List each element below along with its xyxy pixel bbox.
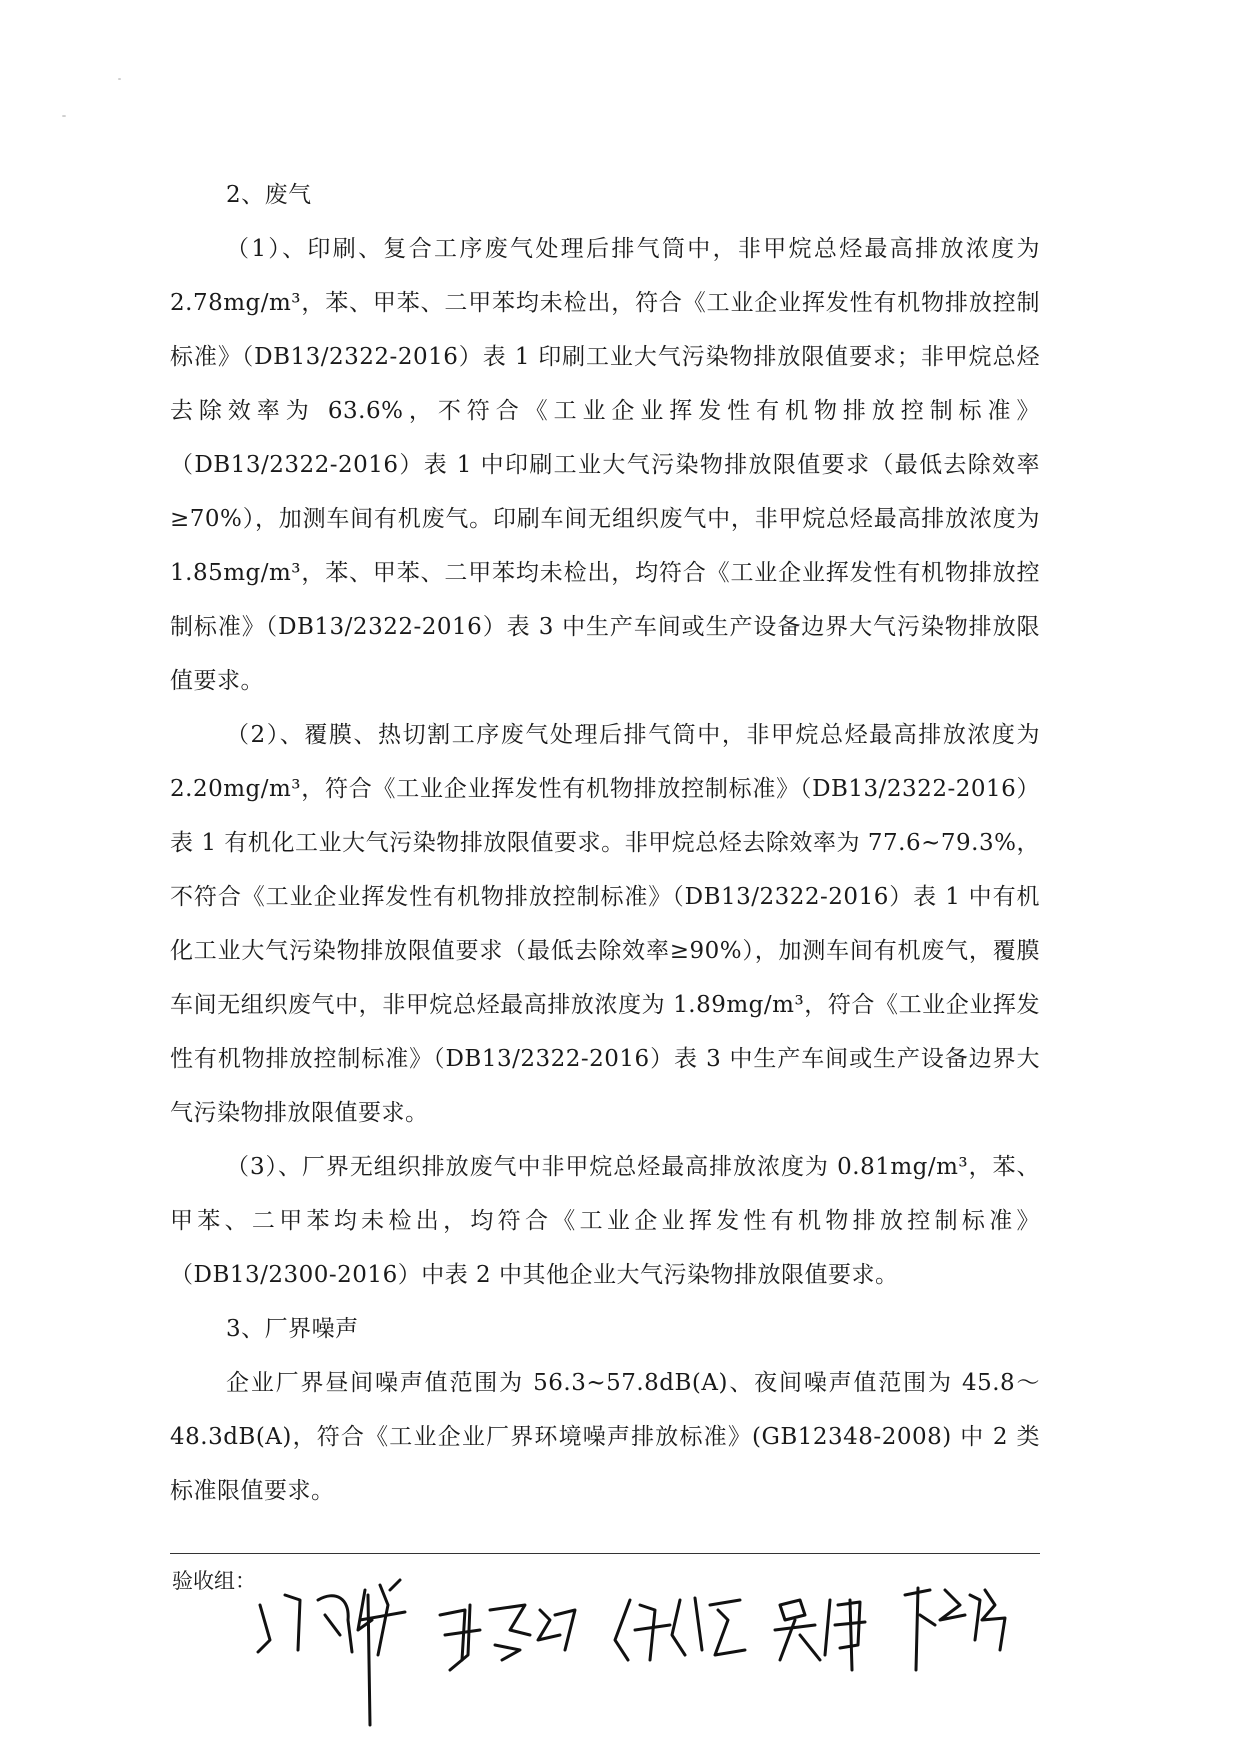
signature-1	[258, 1580, 405, 1725]
section-heading-waste-gas: 2、废气	[226, 182, 312, 208]
paragraph-noise: 企业厂界昼间噪声值范围为 56.3~57.8dB(A)、夜间噪声值范围为 45.8～48.3dB(A)，符合《工业企业厂界环境噪声排放标准》(GB12348-2008) 中 2 类标准限值要求。	[170, 1370, 1040, 1504]
paragraph-boundary-emission: （3）、厂界无组织排放废气中非甲烷总烃最高排放浓度为 0.81mg/m³，苯、甲苯、二甲苯均未检出，均符合《工业企业挥发性有机物排放控制标准》（DB13/2300-2016）中表 2 中其他企业大气污染物排放限值要求。	[170, 1154, 1040, 1288]
signature-5	[905, 1588, 1005, 1670]
acceptance-group-label: 验收组：	[172, 1569, 256, 1593]
scan-speck	[118, 78, 121, 80]
signature-4	[775, 1600, 865, 1670]
paragraph-laminating-cutting: （2）、覆膜、热切割工序废气处理后排气筒中，非甲烷总烃最高排放浓度为2.20mg/m³，符合《工业企业挥发性有机物排放控制标准》（DB13/2322-2016）表 1 有机化工业大气污染物排放限值要求。非甲烷总烃去除效率为 77.6~79.3%，不符合《工业企业挥发性有机物排放控制标准》（DB13/2322-2016）表 1 中有机化工业大气污染物排放限值要求（最低去除效率≥90%），加测车间有机废气，覆膜车间无组织废气中，非甲烷总烃最高排放浓度为 1.89mg/m³，符合《工业企业挥发性有机物排放控制标准》（DB13/2322-2016）表 3 中生产车间或生产设备边界大气污染物排放限值要求。	[170, 722, 1040, 1126]
signature-divider	[170, 1553, 1040, 1554]
signature-3	[615, 1598, 745, 1660]
signature-2	[440, 1605, 575, 1670]
scan-speck	[62, 115, 66, 117]
handwritten-signatures	[240, 1560, 1060, 1740]
paragraph-printing-compound: （1）、印刷、复合工序废气处理后排气筒中，非甲烷总烃最高排放浓度为2.78mg/m³，苯、甲苯、二甲苯均未检出，符合《工业企业挥发性有机物排放控制标准》（DB13/2322-2016）表 1 印刷工业大气污染物排放限值要求；非甲烷总烃去除效率为 63.6%，不符合《工业企业挥发性有机物排放控制标准》（DB13/2322-2016）表 1 中印刷工业大气污染物排放限值要求（最低去除效率≥70%），加测车间有机废气。印刷车间无组织废气中，非甲烷总烃最高排放浓度为 1.85mg/m³，苯、甲苯、二甲苯均未检出，均符合《工业企业挥发性有机物排放控制标准》（DB13/2322-2016）表 3 中生产车间或生产设备边界大气污染物排放限值要求。	[170, 236, 1040, 694]
document-body	[170, 168, 1040, 1518]
section-heading-noise: 3、厂界噪声	[226, 1316, 359, 1342]
